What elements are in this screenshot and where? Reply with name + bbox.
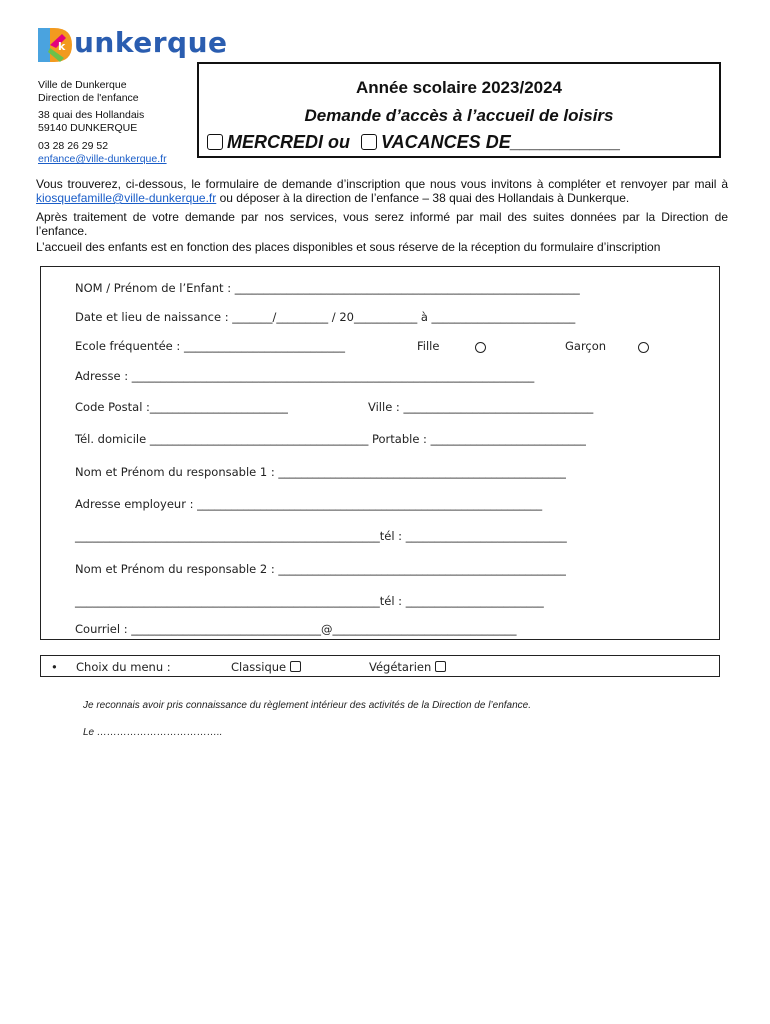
rules-acknowledgement: Je reconnais avoir pris connaissance du règlement intérieur des activités de la Direction de l’enfance. xyxy=(83,700,532,711)
mercredi-label: MERCREDI ou xyxy=(227,132,350,152)
boy-label: Garçon xyxy=(565,339,607,353)
child-name-field[interactable]: NOM / Prénom de l’Enfant : ____________________________________________________________ xyxy=(75,281,580,295)
vacances-label: VACANCES DE___________ xyxy=(381,132,621,152)
address-department: Direction de l'enfance xyxy=(38,92,139,104)
school-field[interactable]: Ecole fréquentée : ____________________________ xyxy=(75,339,345,353)
responsible-1-field[interactable]: Nom et Prénom du responsable 1 : __________________________________________________ xyxy=(75,465,566,479)
girl-radio[interactable] xyxy=(475,339,486,357)
address-phone: 03 28 26 29 52 xyxy=(38,140,109,152)
kiosque-email-link[interactable]: kiosquefamille@ville-dunkerque.fr xyxy=(36,191,217,205)
mercredi-checkbox[interactable] xyxy=(207,134,223,150)
responsible-2-phone-field[interactable]: _____________________________________________________tél : ________________________ xyxy=(75,594,544,608)
address-postcode: 59140 DUNKERQUE xyxy=(38,122,138,134)
svg-text:k: k xyxy=(58,40,66,53)
birth-date-place-field[interactable]: Date et lieu de naissance : _______/_________ / 20___________ à _________________________ xyxy=(75,310,576,324)
address-street: 38 quai des Hollandais xyxy=(38,109,145,121)
classic-label: Classique xyxy=(231,660,287,674)
intro-paragraph-2: Après traitement de votre demande par nos services, vous serez informé par mail des suites données par la Direction de l’enfance. xyxy=(36,210,728,238)
responsible-2-field[interactable]: Nom et Prénom du responsable 2 : __________________________________________________ xyxy=(75,562,566,576)
vegetarian-option[interactable] xyxy=(369,660,446,674)
address-city: Ville de Dunkerque xyxy=(38,79,127,91)
logo-wordmark: unkerque xyxy=(74,26,228,59)
menu-choice-box xyxy=(40,655,720,677)
intro-paragraph-3: L’accueil des enfants est en fonction des places disponibles et sous réserve de la réception du formulaire d’inscription xyxy=(36,240,661,254)
email-field[interactable]: Courriel : _________________________________@________________________________ xyxy=(75,622,517,636)
school-year-title: Année scolaire 2023/2024 xyxy=(355,78,563,97)
intro-paragraph-1 xyxy=(36,177,728,205)
boy-radio[interactable] xyxy=(638,339,649,357)
intro-text-a: Vous trouverez, ci-dessous, le formulaire de demande d’inscription que nous vous invitons à compléter et renvoyer par mail à xyxy=(36,177,728,191)
title-box xyxy=(197,62,721,158)
request-subtitle: Demande d’accès à l’accueil de loisirs xyxy=(304,106,614,125)
date-place-line[interactable]: Le ……………………………….. xyxy=(83,727,223,738)
phone-fields[interactable]: Tél. domicile ______________________________________ Portable : ___________________________ xyxy=(75,432,586,446)
employer-phone-field[interactable]: _____________________________________________________tél : ____________________________ xyxy=(75,529,567,543)
classic-option[interactable] xyxy=(231,660,301,674)
vacances-checkbox[interactable] xyxy=(361,134,377,150)
menu-bullet: • xyxy=(51,660,58,674)
vegetarian-label: Végétarien xyxy=(369,660,432,674)
city-field[interactable]: Ville : _________________________________ xyxy=(368,400,594,414)
address-field[interactable]: Adresse : ______________________________________________________________________ xyxy=(75,369,535,383)
employer-address-field[interactable]: Adresse employeur : ____________________________________________________________ xyxy=(75,497,543,511)
address-email-link[interactable]: enfance@ville-dunkerque.fr xyxy=(38,153,167,165)
girl-label: Fille xyxy=(417,339,440,353)
menu-label: Choix du menu : xyxy=(76,660,171,674)
vegetarian-checkbox[interactable] xyxy=(435,661,446,672)
period-options xyxy=(207,132,621,153)
classic-checkbox[interactable] xyxy=(290,661,301,672)
postal-code-field[interactable]: Code Postal :________________________ xyxy=(75,400,288,414)
intro-text-b: ou déposer à la direction de l’enfance – 38 quai des Hollandais à Dunkerque. xyxy=(216,191,630,205)
